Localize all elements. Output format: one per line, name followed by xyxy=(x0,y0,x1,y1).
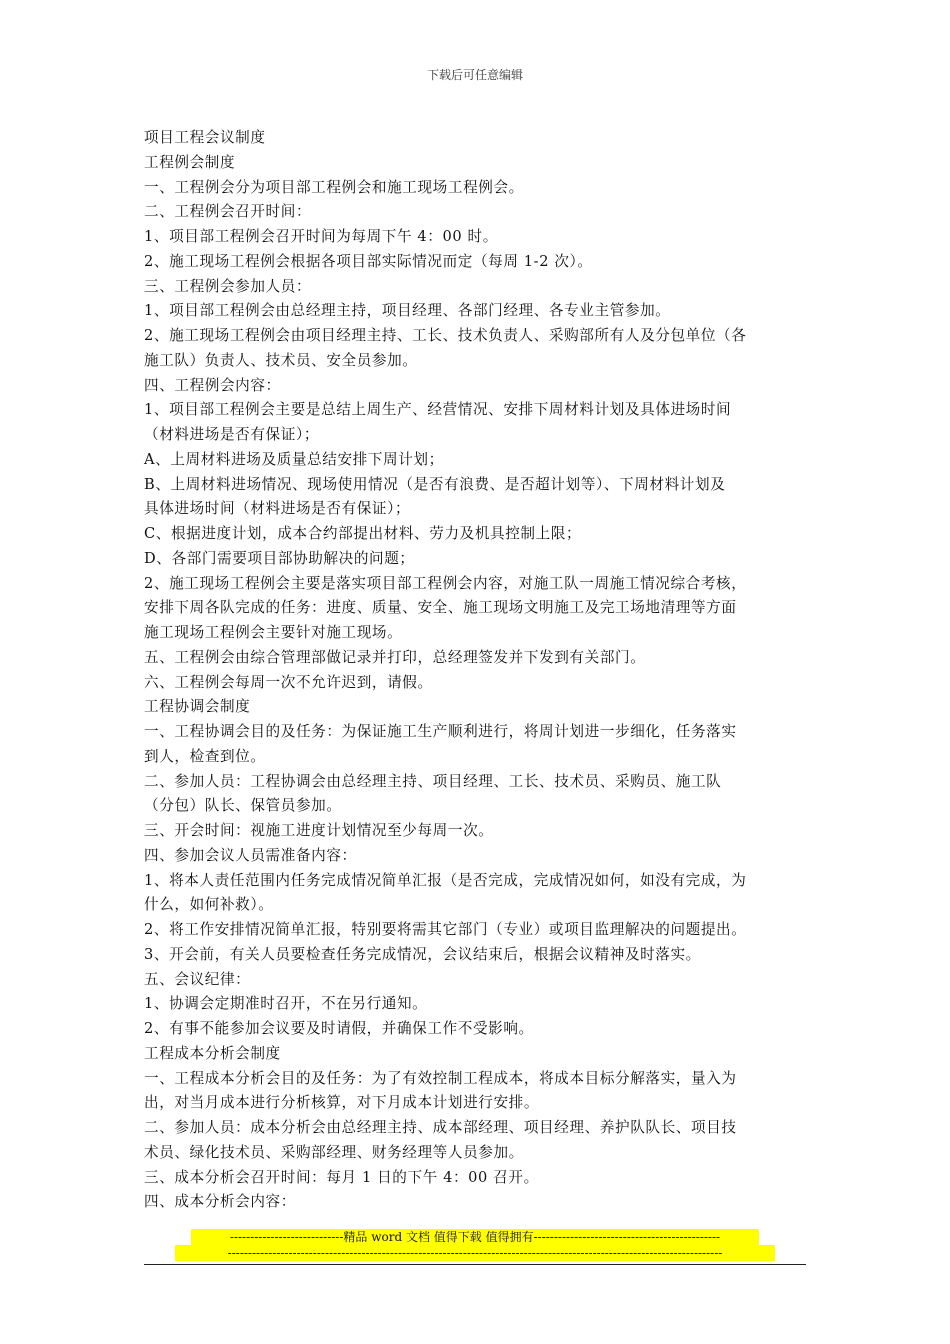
text-line: 出，对当月成本进行分析核算，对下月成本计划进行安排。 xyxy=(144,1094,540,1112)
text-line: 工程协调会制度 xyxy=(144,698,251,716)
document-body xyxy=(144,126,808,1215)
text-line: 施工现场工程例会主要针对施工现场。 xyxy=(144,624,403,641)
text-line: （分包）队长、保管员参加。 xyxy=(144,797,342,815)
header-note: 下载后可任意编辑 xyxy=(426,68,523,82)
text-line: 五、工程例会由综合管理部做记录并打印，总经理签发并下发到有关部门。 xyxy=(144,648,646,666)
text-line: C、根据进度计划，成本合约部提出材料、劳力及机具控制上限； xyxy=(144,525,582,542)
text-line: 一、工程例会分为项目部工程例会和施工现场工程例会。 xyxy=(144,178,524,196)
text-line: 五、会议纪律： xyxy=(144,970,251,988)
text-line: 四、工程例会内容： xyxy=(144,376,281,394)
text-line: 一、工程成本分析会目的及任务：为了有效控制工程成本，将成本目标分解落实，量入为 xyxy=(144,1069,737,1087)
text-line: 三、工程例会参加人员： xyxy=(144,277,312,295)
text-line: 项目工程会议制度 xyxy=(144,129,266,146)
text-line: 2、将工作安排情况简单汇报，特别要将需其它部门（专业）或项目监理解决的问题提出。 xyxy=(144,921,747,938)
text-line: B、上周材料进场情况、现场使用情况（是否有浪费、是否超计划等）、下周材料计划及 xyxy=(144,475,726,493)
text-line: 术员、绿化技术员、采购部经理、财务经理等人员参加。 xyxy=(144,1143,524,1161)
text-line: 什么，如何补救）。 xyxy=(144,896,274,914)
text-line: 二、工程例会召开时间： xyxy=(144,203,312,221)
text-line: 1、协调会定期准时召开，不在另行通知。 xyxy=(144,995,428,1013)
text-line: 施工队）负责人、技术员、安全员参加。 xyxy=(144,351,418,369)
text-line: A、上周材料进场及质量总结安排下周计划； xyxy=(144,450,444,468)
text-line: 3、开会前，有关人员要检查任务完成情况，会议结束后，根据会议精神及时落实。 xyxy=(144,945,701,963)
text-line: D、各部门需要项目部协助解决的问题； xyxy=(144,549,415,567)
text-line: 2、施工现场工程例会根据各项目部实际情况而定（每周 1-2 次）。 xyxy=(144,252,593,270)
text-line: 1、项目部工程例会由总经理主持，项目经理、各部门经理、各专业主管参加。 xyxy=(144,302,671,320)
text-line: 2、施工现场工程例会由项目经理主持、工长、技术负责人、采购部所有人及分包单位（各 xyxy=(144,327,747,344)
text-line: 一、工程协调会目的及任务：为保证施工生产顺利进行，将周计划进一步细化，任务落实 xyxy=(144,723,737,740)
text-line: 1、项目部工程例会召开时间为每周下午 4：00 时。 xyxy=(144,228,498,245)
text-line: 四、成本分析会内容： xyxy=(144,1193,296,1211)
text-line: 二、参加人员：成本分析会由总经理主持、成本部经理、项目经理、养护队队长、项目技 xyxy=(144,1119,737,1136)
text-line: 到人，检查到位。 xyxy=(144,747,266,765)
footer-banner xyxy=(0,1229,950,1261)
text-line: 2、有事不能参加会议要及时请假，并确保工作不受影响。 xyxy=(144,1020,534,1037)
text-line: 二、参加人员：工程协调会由总经理主持、项目经理、工长、技术员、采购员、施工队 xyxy=(144,772,722,790)
text-line: 三、成本分析会召开时间：每月 1 日的下午 4：00 召开。 xyxy=(144,1168,539,1186)
text-line: 三、开会时间：视施工进度计划情况至少每周一次。 xyxy=(144,822,494,839)
footer-line-2: -------------------------------------------------------------------------------------------------------------------------- xyxy=(175,1245,775,1261)
text-line: 工程成本分析会制度 xyxy=(144,1044,281,1062)
text-line: （材料进场是否有保证）； xyxy=(144,426,320,443)
footer-line-1: ----------------------------精品 word 文档 值得下载 值得拥有---------------------------------------------- xyxy=(191,1229,759,1245)
text-line: 1、将本人责任范围内任务完成情况简单汇报（是否完成，完成情况如何，如没有完成，为 xyxy=(144,871,747,889)
text-line: 安排下周各队完成的任务：进度、质量、安全、施工现场文明施工及完工场地清理等方面 xyxy=(144,599,737,617)
text-line: 工程例会制度 xyxy=(144,153,236,171)
text-line: 四、参加会议人员需准备内容： xyxy=(144,846,357,864)
text-line: 六、工程例会每周一次不允许迟到，请假。 xyxy=(144,673,433,691)
text-line: 具体进场时间（材料进场是否有保证）； xyxy=(144,500,411,518)
text-line: 2、施工现场工程例会主要是落实项目部工程例会内容，对施工队一周施工情况综合考核， xyxy=(144,574,747,592)
text-line: 1、项目部工程例会主要是总结上周生产、经营情况、安排下周材料计划及具体进场时间 xyxy=(144,401,732,419)
footer-divider xyxy=(144,1264,806,1265)
